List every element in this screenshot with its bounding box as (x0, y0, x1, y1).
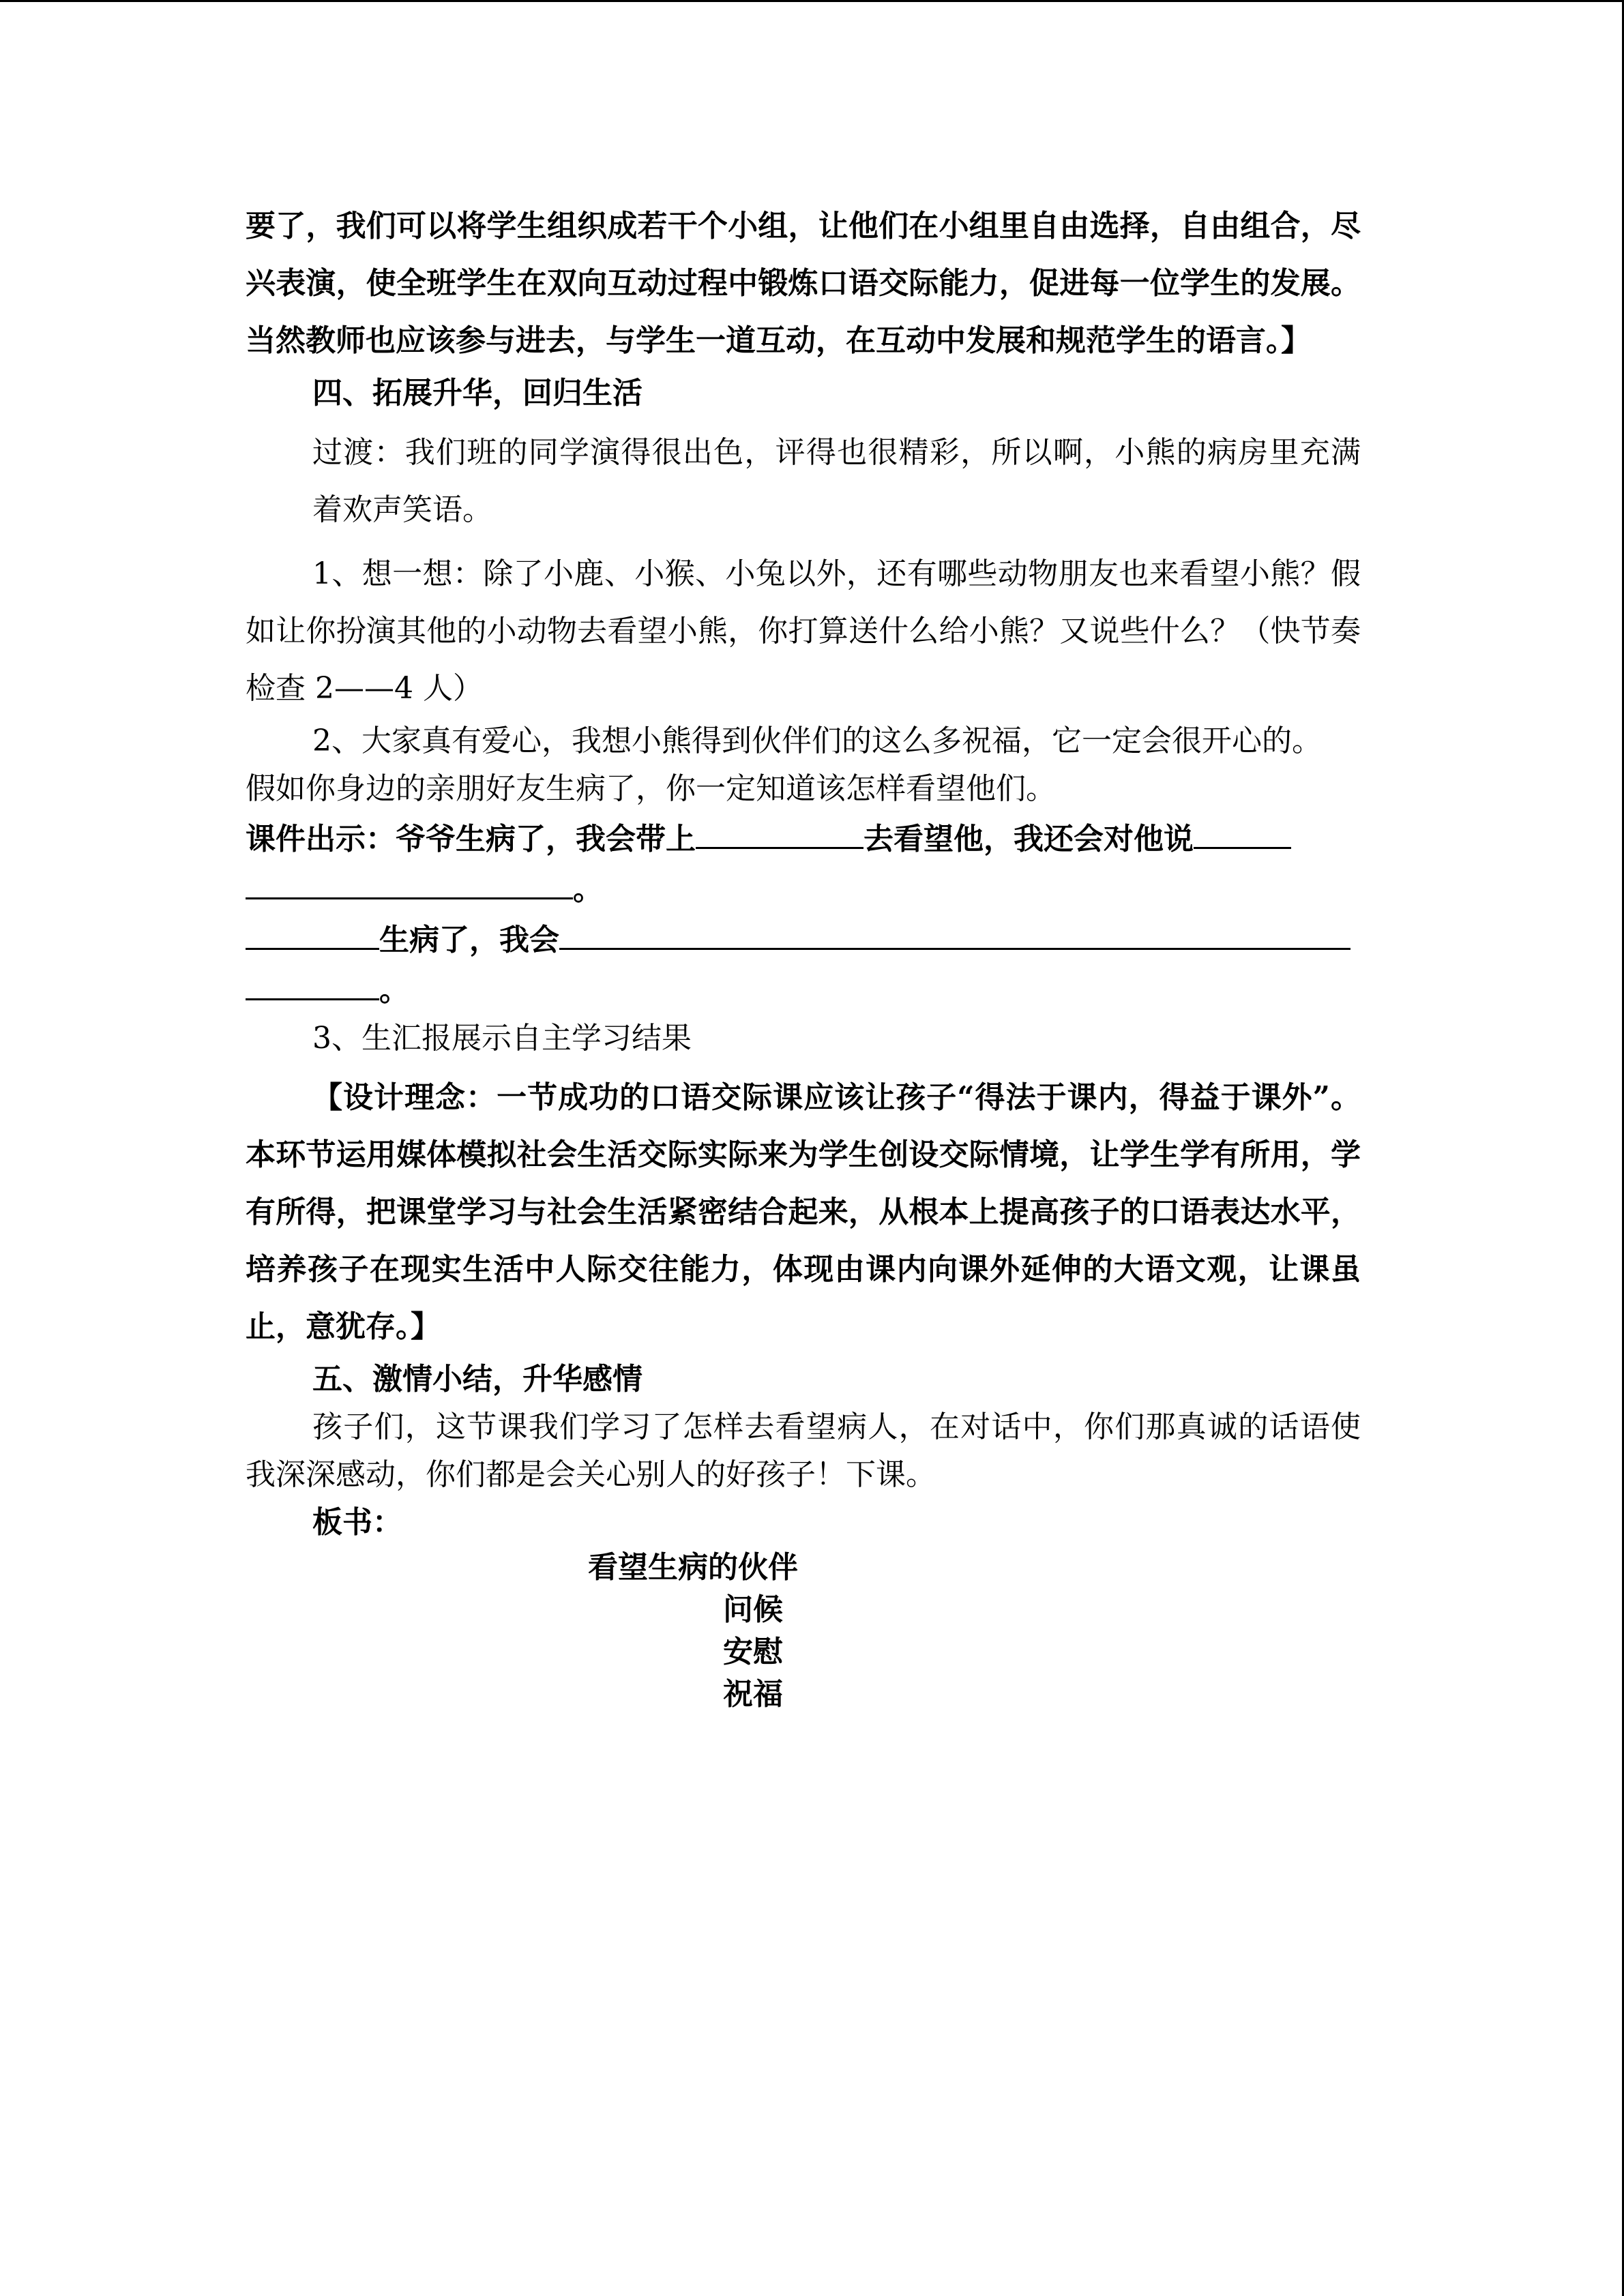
slide-line-1 (246, 813, 1361, 863)
slide-prefix: 课件出示：爷爷生病了，我会带上 (246, 822, 696, 856)
transition-paragraph (246, 424, 1361, 539)
section-4-heading: 四、拓展升华，回归生活 (312, 376, 643, 411)
item-2-paragraph: 2、大家真有爱心，我想小熊得到伙伴们的这么多祝福，它一定会很开心的。 (312, 724, 1322, 758)
design-note-2: 【设计理念：一节成功的口语交际课应该让孩子“得法于课内，得益于课外”。本环节运用媒体模拟社会生活交际实际来为学生创设交际情境，让学生学有所用，学有所得，把课堂学习与社会生活紧密结合起来，从根本上提高孩子的口语表达水平，培养孩子在现实生活中人际交往能力，体现由课内向课外延伸的大语文观，让课虽止，意犹存。】 (246, 1080, 1361, 1344)
board-label: 板书： (312, 1505, 402, 1540)
slide-line-2 (246, 863, 1361, 914)
blank-action[interactable] (559, 914, 1350, 950)
board-item-greeting: 问候 (723, 1592, 783, 1627)
board-item-blessing: 祝福 (723, 1677, 783, 1712)
summary-paragraph: 孩子们，这节课我们学习了怎样去看望病人，在对话中，你们那真诚的话语使我深深感动，你们都是会关心别人的好孩子！下课。 (246, 1410, 1361, 1492)
blank-person[interactable] (246, 914, 379, 950)
blank-gift[interactable] (696, 813, 863, 849)
item-3-paragraph: 3、生汇报展示自主学习结果 (312, 1021, 692, 1056)
transition-text: 过渡：我们班的同学演得很出色，评得也很精彩，所以啊，小熊的病房里充满着欢声笑语。 (312, 435, 1361, 527)
slide-line-3 (246, 914, 1361, 964)
slide-middle: 去看望他，我还会对他说 (863, 822, 1194, 856)
board-title: 看望生病的伙伴 (588, 1550, 798, 1585)
item-1-paragraph: 1、想一想：除了小鹿、小猴、小兔以外，还有哪些动物朋友也来看望小熊？假如让你扮演其他的小动物去看望小熊，你打算送什么给小熊？又说些什么？（快节奏检查 2——4 人） (246, 556, 1361, 706)
slide2-middle: 生病了，我会 (379, 923, 559, 957)
document-body (246, 198, 1361, 1716)
page-border-top (0, 0, 1624, 2)
board-item-comfort: 安慰 (723, 1635, 783, 1669)
blackboard-layout (246, 1547, 1361, 1716)
slide2-end: 。 (379, 973, 409, 1008)
slide-line-4 (246, 964, 1361, 1015)
item-2-continued: 假如你身边的亲朋好友生病了，你一定知道该怎样看望他们。 (246, 771, 1056, 806)
blank-words-end[interactable] (246, 863, 573, 899)
slide-end: 。 (573, 872, 603, 907)
blank-words-start[interactable] (1194, 813, 1291, 849)
section-5-heading: 五、激情小结，升华感情 (312, 1362, 643, 1397)
blank-action-end[interactable] (246, 964, 379, 1000)
design-note-1: 要了，我们可以将学生组织成若干个小组，让他们在小组里自由选择，自由组合，尽兴表演，使全班学生在双向互动过程中锻炼口语交际能力，促进每一位学生的发展。当然教师也应该参与进去，与学生一道互动，在互动中发展和规范学生的语言。】 (246, 209, 1361, 358)
